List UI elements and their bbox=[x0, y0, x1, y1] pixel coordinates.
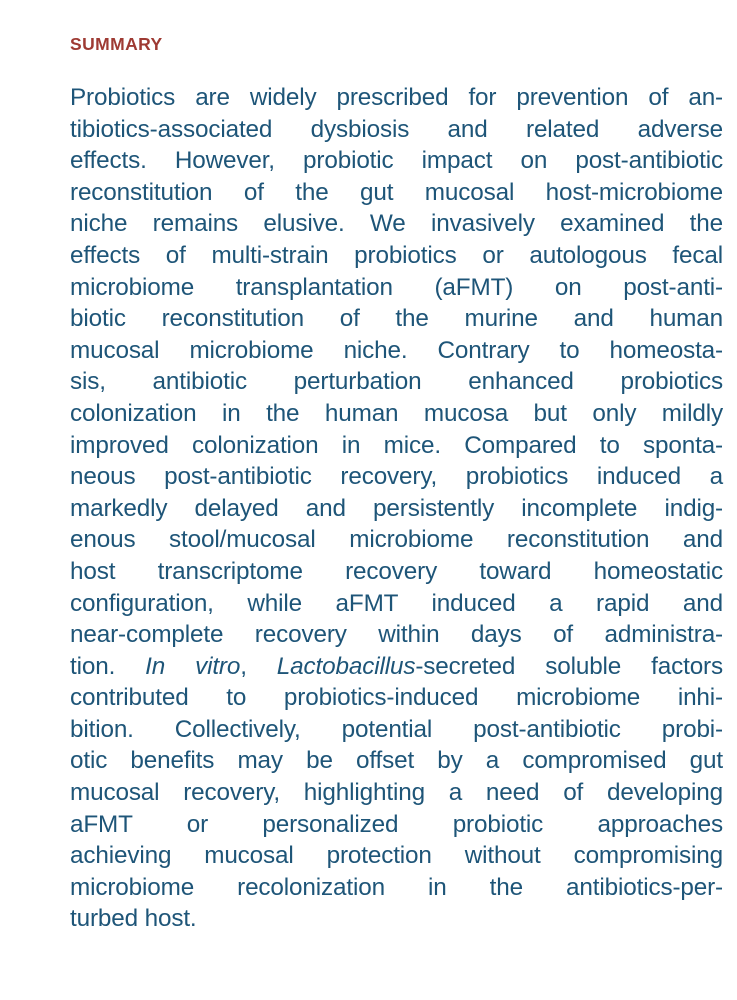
abstract-line: neous post-antibiotic recovery, probiotics induced a bbox=[70, 463, 723, 491]
abstract-line: effects. However, probiotic impact on post-antibiotic bbox=[70, 147, 723, 175]
abstract-line: sis, antibiotic perturbation enhanced probiotics bbox=[70, 368, 723, 396]
abstract-line: biotic reconstitution of the murine and human bbox=[70, 305, 723, 333]
abstract-line: tibiotics-associated dysbiosis and related adverse bbox=[70, 115, 723, 143]
abstract-line: mucosal microbiome niche. Contrary to homeosta- bbox=[70, 336, 723, 364]
abstract-text-block bbox=[70, 82, 723, 935]
abstract-line-italic: tion. In vitro, Lactobacillus-secreted soluble factors bbox=[70, 652, 723, 680]
abstract-line: reconstitution of the gut mucosal host-microbiome bbox=[70, 178, 723, 206]
abstract-line: aFMT or personalized probiotic approaches bbox=[70, 810, 723, 838]
abstract-line: markedly delayed and persistently incomplete indig- bbox=[70, 494, 723, 522]
abstract-line: Probiotics are widely prescribed for prevention of an- bbox=[70, 84, 723, 111]
abstract-line: configuration, while aFMT induced a rapid and bbox=[70, 589, 723, 617]
abstract-line: mucosal recovery, highlighting a need of developing bbox=[70, 779, 723, 807]
abstract-line: near-complete recovery within days of administra- bbox=[70, 621, 723, 649]
abstract-line: achieving mucosal protection without compromising bbox=[70, 842, 723, 870]
abstract-line: microbiome transplantation (aFMT) on post-anti- bbox=[70, 273, 723, 301]
abstract-line: turbed host. bbox=[70, 905, 197, 933]
abstract-line: effects of multi-strain probiotics or autologous fecal bbox=[70, 241, 723, 269]
abstract-line: host transcriptome recovery toward homeostatic bbox=[70, 557, 723, 585]
abstract-line: enous stool/mucosal microbiome reconstitution and bbox=[70, 526, 723, 554]
abstract-line: improved colonization in mice. Compared to sponta- bbox=[70, 431, 723, 459]
abstract-line: bition. Collectively, potential post-antibiotic probi- bbox=[70, 715, 723, 743]
page-title: SUMMARY bbox=[70, 34, 163, 54]
abstract-line: colonization in the human mucosa but only mildly bbox=[70, 399, 723, 427]
abstract-line: otic benefits may be offset by a compromised gut bbox=[70, 747, 723, 775]
abstract-line: niche remains elusive. We invasively examined the bbox=[70, 210, 723, 238]
abstract-line: contributed to probiotics-induced microbiome inhi- bbox=[70, 684, 723, 712]
abstract-line: microbiome recolonization in the antibiotics-per- bbox=[70, 873, 723, 901]
